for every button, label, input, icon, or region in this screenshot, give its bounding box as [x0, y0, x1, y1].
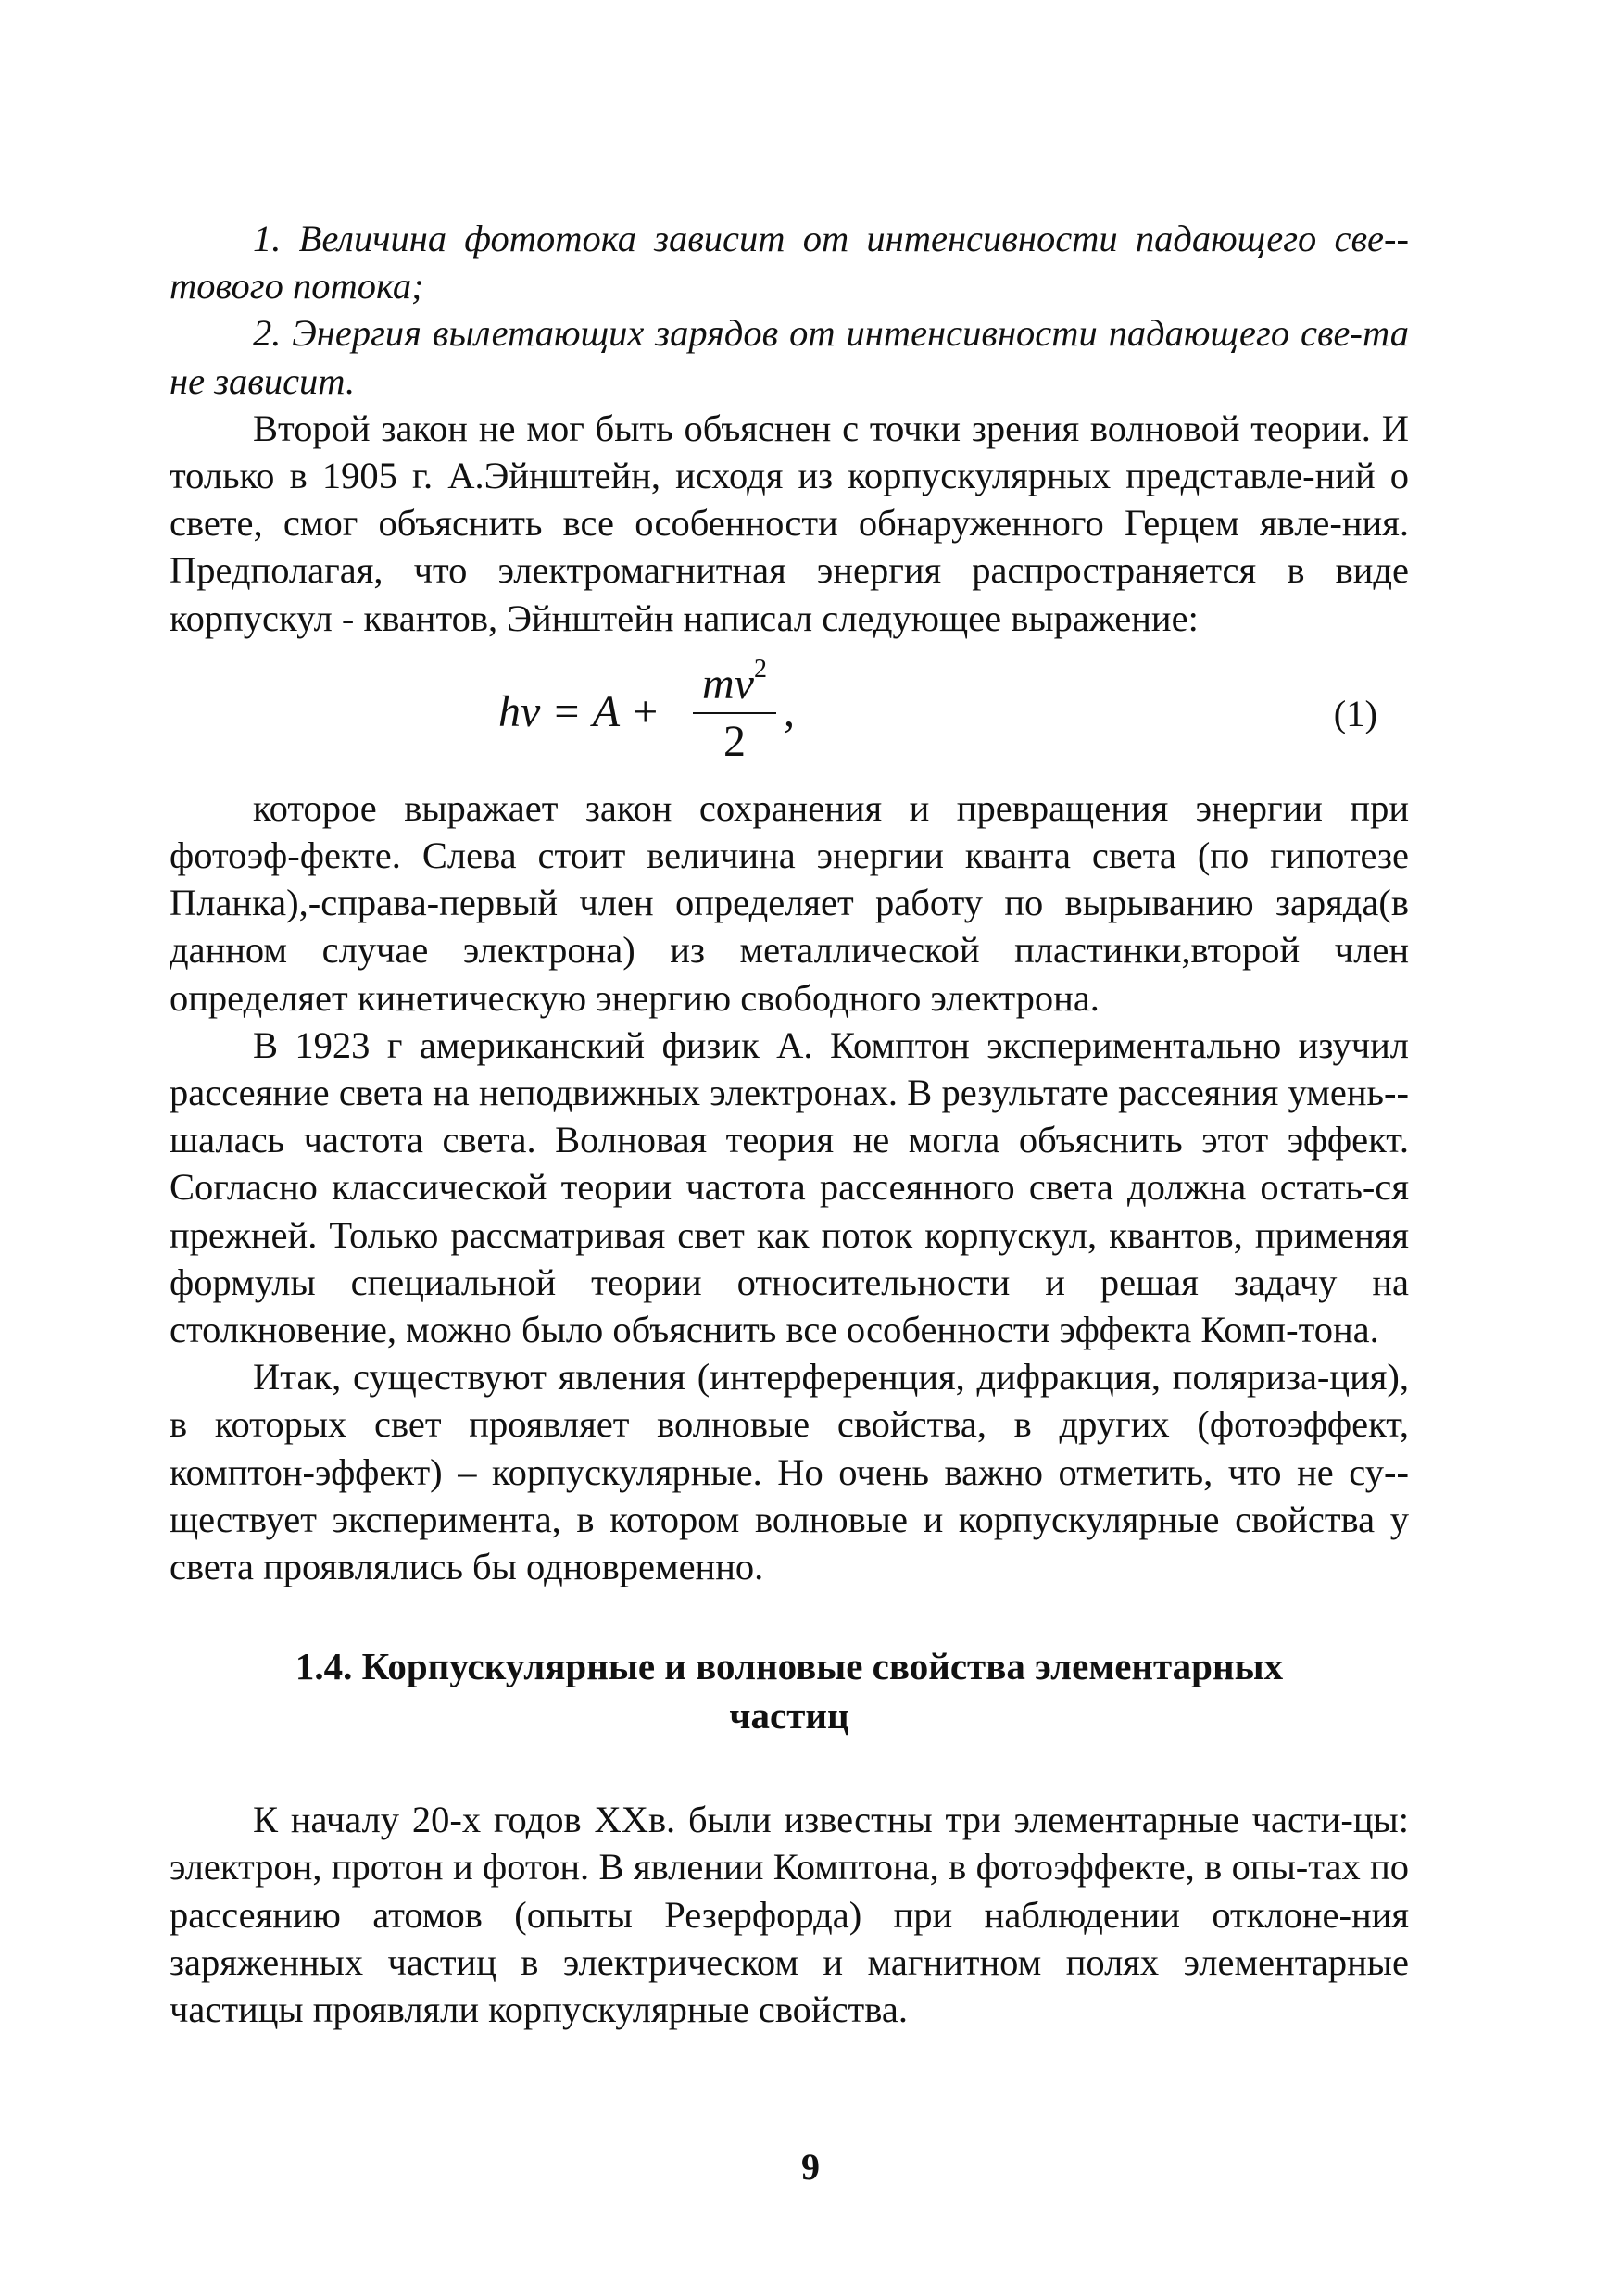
paragraph-compton: В 1923 г американский физик А. Комптон экспериментально изучил рассеяние света на неподвижных электронах. В результате рассеяния умень-шалась частота света. Волновая теория не могла объяснить этот эффект. Согласно классической теории частота рассеянного света должна остать-ся прежней. Только рассматривая свет как поток корпускул, квантов, применяя формулы специальной теории относительности и решая задачу на столкновение, можно было объяснить все особенности эффекта Комп-тона. [170, 1023, 1409, 1351]
section-heading [170, 1642, 1409, 1740]
fraction-denominator: 2 [723, 716, 746, 766]
fraction-numerator [693, 646, 776, 709]
numerator-exponent: 2 [753, 654, 767, 684]
equation-number: (1) [1333, 692, 1377, 734]
page-body [170, 215, 1409, 2033]
equation-lhs: hν = A + [498, 686, 660, 736]
equation-block [170, 646, 1409, 784]
list-item-2: 2. Энергия вылетающих зарядов от интенсивности падающего све-та не зависит. [170, 312, 1409, 402]
paragraph-wave-particle: Итак, существуют явления (интерференция, дифракция, поляриза-ция), в которых свет проявляет волновые свойства, в других (фотоэффект, комптон-эффект) – корпускулярные. Но очень важно отметить, что не су-ществует эксперимента, в котором волновые и корпускулярные свойства у света проявлялись бы одновременно. [170, 1356, 1409, 1588]
paragraph-energy-conservation: которое выражает закон сохранения и превращения энергии при фотоэф-фекте. Слева стоит величина энергии кванта света (по гипотезе Планка),-справа-первый член определяет работу по вырыванию заряда(в данном случае электрона) из металлической пластинки,второй член определяет кинетическую энергию свободного электрона. [170, 786, 1409, 1019]
numerator-text: mv [702, 659, 754, 709]
list-item-1: 1. Величина фототока зависит от интенсивности падающего све-тового потока; [170, 218, 1409, 307]
equation-fraction [693, 646, 776, 770]
paragraph-elementary-particles: К началу 20-х годов XXв. были известны три элементарные части-цы: электрон, протон и фотон. В явлении Комптона, в фотоэффекте, в опы-тах по рассеянию атомов (опыты Резерфорда) при наблюдении отклоне-ния заряженных частиц в электрическом и магнитном полях элементарные частицы проявляли корпускулярные свойства. [170, 1799, 1409, 2031]
section-heading-line-2: частиц [729, 1694, 849, 1738]
paragraph-einstein: Второй закон не мог быть объяснен с точки зрения волновой теории. И только в 1905 г. А.Эйнштейн, исходя из корпускулярных представле-ний о свете, смог объяснить все особенности обнаруженного Герцем явле-ния. Предполагая, что электромагнитная энергия распространяется в виде корпускул - квантов, Эйнштейн написал следующее выражение: [170, 407, 1409, 639]
section-heading-line-1: 1.4. Корпускулярные и волновые свойства элементарных [295, 1645, 1284, 1688]
equation-comma: , [784, 686, 795, 736]
page-number: 9 [801, 2146, 820, 2188]
